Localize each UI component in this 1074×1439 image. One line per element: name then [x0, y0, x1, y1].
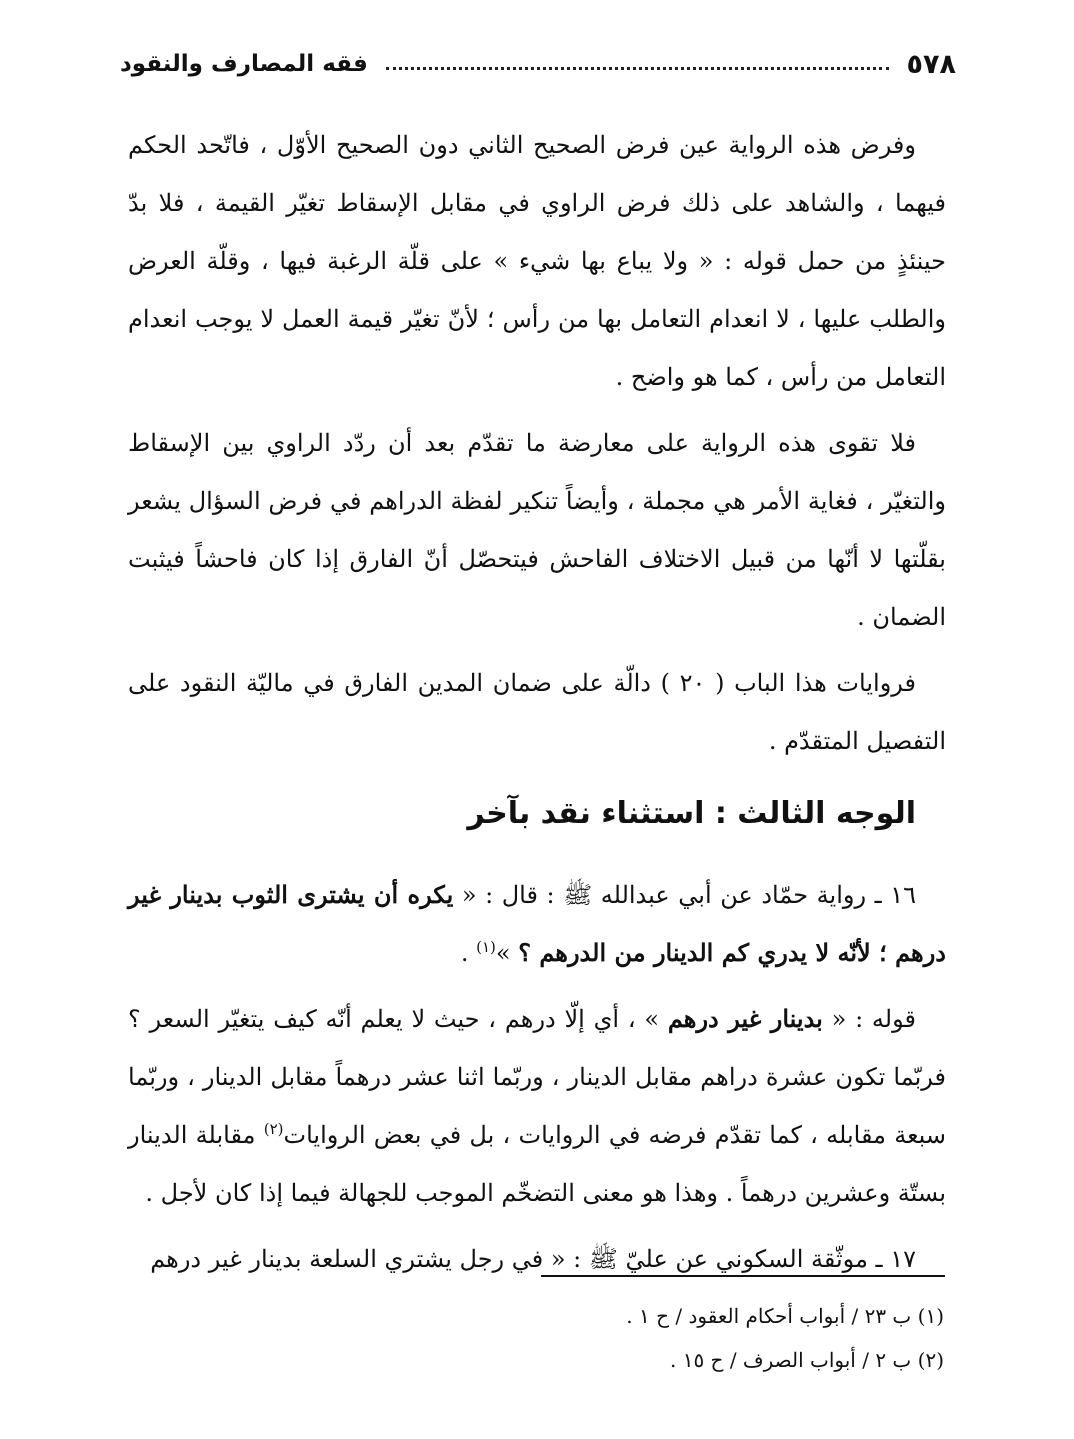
text-span: .	[460, 939, 477, 967]
header-dotted-leader	[386, 67, 889, 70]
text-span: »	[495, 939, 519, 967]
text-span: قوله : «	[822, 1005, 916, 1033]
footnote-1: (١) ب ٢٣ / أبواب أحكام العقود / ح ١ .	[626, 1304, 944, 1328]
footnote-ref-2: (٢)	[263, 1120, 284, 1138]
running-title: فقه المصارف والنقود	[120, 51, 368, 77]
footnotes	[300, 1294, 946, 1382]
narration-quote: يكره أن يشترى الثوب بدينار غير درهم ؛ لأنّه لا يدري كم الدينار من الدرهم ؟	[128, 880, 946, 967]
footnote-ref-1: (١)	[476, 938, 496, 956]
paragraph: وفرض هذه الرواية عين فرض الصحيح الثاني دون الصحيح الأوّل ، فاتّحد الحكم فيهما ، والشاهد على ذلك فرض الراوي في مقابل الإسقاط تغيّر القيمة ، فلا بدّ حينئذٍ من حمل قوله : « ولا يباع بها شيء » على قلّة الرغبة فيها ، وقلّة العرض والطلب عليها ، لا انعدام التعامل بها من رأس ؛ لأنّ تغيّر قيمة العمل لا يوجب انعدام التعامل من رأس ، كما هو واضح .	[128, 131, 946, 391]
section-heading: الوجه الثالث : استثناء نقد بآخر	[467, 796, 916, 831]
text-span: ١٦ ـ رواية حمّاد عن أبي عبدالله ﷺ : قال : «	[453, 881, 916, 909]
footnote-separator	[541, 1275, 945, 1277]
paragraph: فروايات هذا الباب ( ٢٠ ) دالّة على ضمان المدين الفارق في ماليّة النقود على التفصيل المتقدّم .	[128, 669, 946, 755]
paragraph-commentary	[128, 990, 946, 1222]
paragraph-narration-16	[128, 866, 946, 982]
paragraph: فلا تقوى هذه الرواية على معارضة ما تقدّم بعد أن ردّد الراوي بين الإسقاط والتغيّر ، فغاية الأمر هي مجملة ، وأيضاً تنكير لفظة الدراهم في فرض السؤال يشعر بقلّتها لا أنّها من قبيل الاختلاف الفاحش فيتحصّل أنّ الفارق إذا كان فاحشاً فيثبت الضمان .	[128, 429, 947, 631]
main-text	[128, 116, 946, 1296]
page-header	[120, 38, 956, 90]
text-span: » ، أي إلّا درهم ، حيث لا يعلم أنّه كيف يتغيّر السعر ؟ فربّما تكون عشرة دراهم مقابل الدينار ، وربّما اثنا عشر درهماً مقابل الدينار ، وربّما سبعة مقابله ، كما تقدّم فرضه في الروايات ، بل في بعض الروايات	[128, 1005, 946, 1149]
text-span: مقابلة الدينار بستّة وعشرين درهماً . وهذا هو معنى التضخّم الموجب للجهالة فيما إذا كان لأجل .	[128, 1121, 946, 1207]
quoted-phrase: بدينار غير درهم	[667, 1004, 823, 1033]
paragraph-narration-17: ١٧ ـ موثّقة السكوني عن عليّ ﷺ : « في رجل يشتري السلعة بدينار غير درهم	[150, 1245, 916, 1273]
page-number: ٥٧٨	[906, 48, 956, 80]
footnote-2: (٢) ب ٢ / أبواب الصرف / ح ١٥ .	[669, 1348, 944, 1372]
